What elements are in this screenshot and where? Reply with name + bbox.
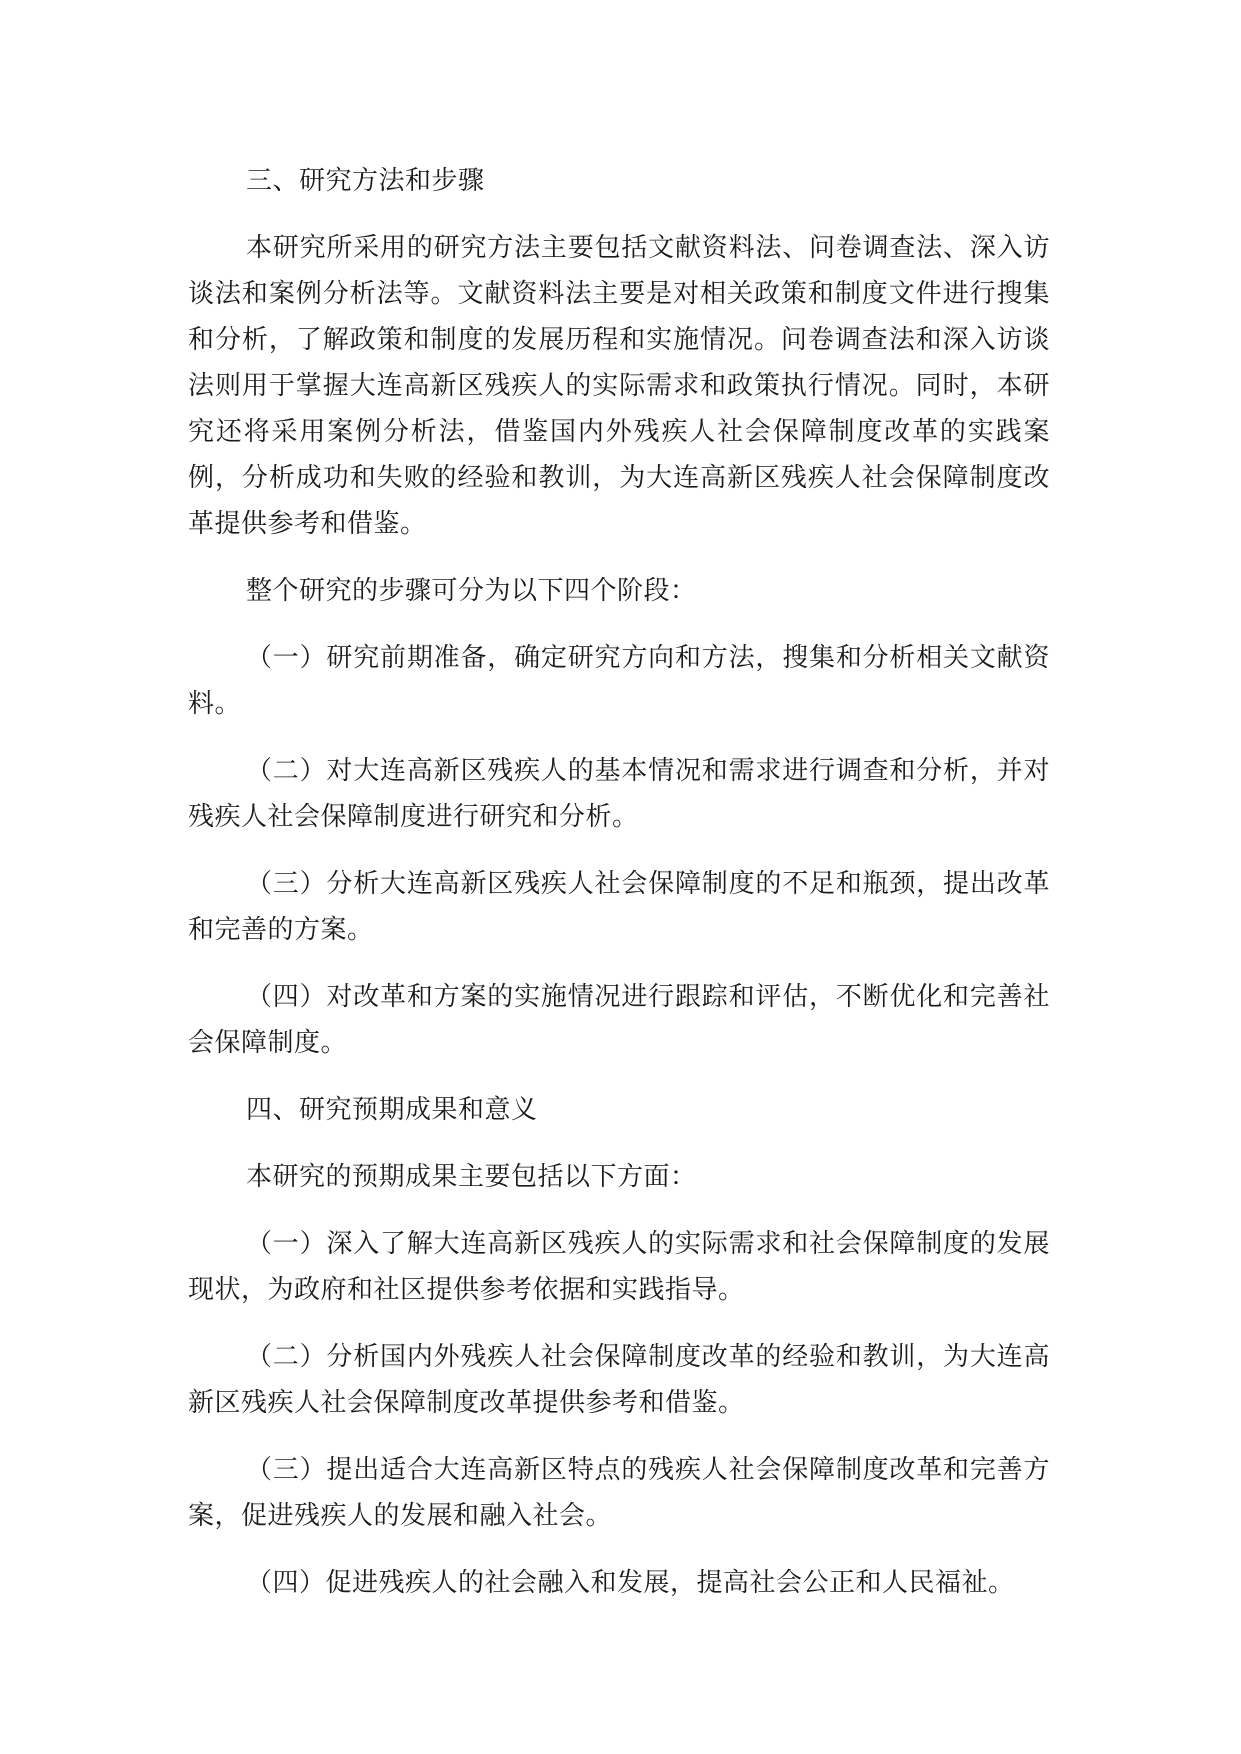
outcome-item-1: （一）深入了解大连高新区残疾人的实际需求和社会保障制度的发展现状，为政府和社区提供参考依据和实践指导。 [188, 1229, 1050, 1305]
step-item-1: （一）研究前期准备，确定研究方向和方法，搜集和分析相关文献资料。 [188, 643, 1050, 719]
document-body [188, 158, 1050, 1627]
methods-paragraph: 本研究所采用的研究方法主要包括文献资料法、问卷调查法、深入访谈法和案例分析法等。文献资料法主要是对相关政策和制度文件进行搜集和分析，了解政策和制度的发展历程和实施情况。问卷调查法和深入访谈法则用于掌握大连高新区残疾人的实际需求和政策执行情况。同时，本研究还将采用案例分析法，借鉴国内外残疾人社会保障制度改革的实践案例，分析成功和失败的经验和教训，为大连高新区残疾人社会保障制度改革提供参考和借鉴。 [188, 233, 1050, 539]
step-item-3: （三）分析大连高新区残疾人社会保障制度的不足和瓶颈，提出改革和完善的方案。 [188, 869, 1050, 945]
outcome-item-3: （三）提出适合大连高新区特点的残疾人社会保障制度改革和完善方案，促进残疾人的发展和融入社会。 [188, 1455, 1050, 1531]
section-heading-outcomes: 四、研究预期成果和意义 [246, 1095, 538, 1125]
steps-intro-paragraph: 整个研究的步骤可分为以下四个阶段： [246, 576, 697, 606]
section-heading-methods: 三、研究方法和步骤 [246, 166, 485, 196]
outcome-item-2: （二）分析国内外残疾人社会保障制度改革的经验和教训，为大连高新区残疾人社会保障制度改革提供参考和借鉴。 [188, 1342, 1050, 1418]
outcomes-intro-paragraph: 本研究的预期成果主要包括以下方面： [246, 1162, 697, 1192]
outcome-item-4: （四）促进残疾人的社会融入和发展，提高社会公正和人民福祉。 [246, 1568, 1015, 1598]
step-item-4: （四）对改革和方案的实施情况进行跟踪和评估，不断优化和完善社会保障制度。 [188, 982, 1050, 1058]
step-item-2: （二）对大连高新区残疾人的基本情况和需求进行调查和分析，并对残疾人社会保障制度进行研究和分析。 [188, 756, 1050, 832]
